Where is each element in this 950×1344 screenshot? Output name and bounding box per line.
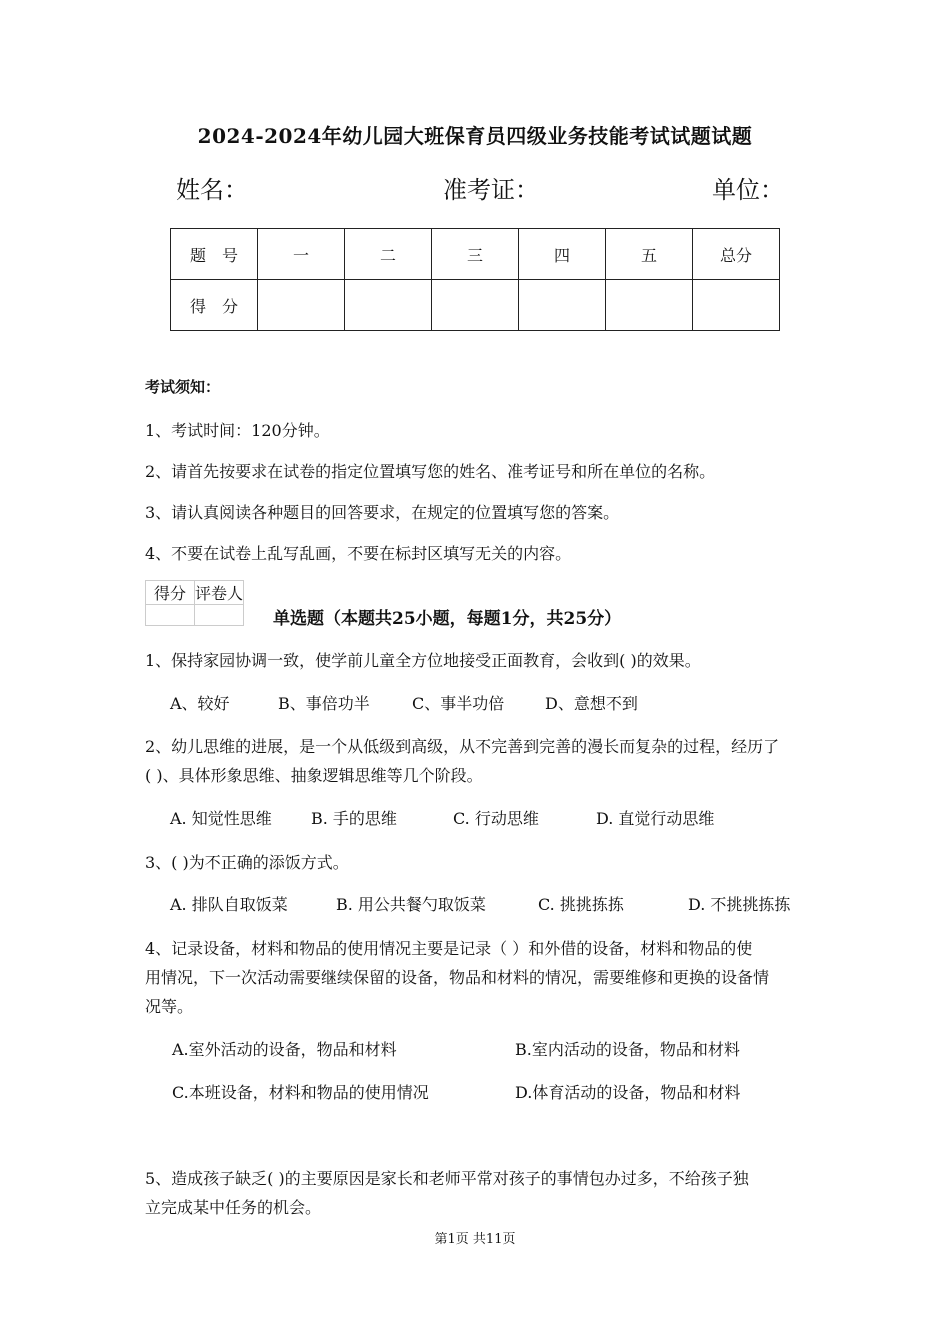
- grader-score-cell[interactable]: [146, 605, 195, 626]
- grader-score-label: 得分: [146, 581, 195, 605]
- q1-option-a[interactable]: A、较好: [170, 694, 230, 713]
- question-3: 3、( )为不正确的添饭方式。: [145, 853, 349, 872]
- q3-option-c[interactable]: C. 挑挑拣拣: [538, 895, 624, 914]
- question-2-line-2: ( )、具体形象思维、抽象逻辑思维等几个阶段。: [145, 766, 483, 785]
- page-title: 2024-2024年幼儿园大班保育员四级业务技能考试试题试题: [197, 124, 753, 148]
- score-cell[interactable]: [693, 280, 780, 331]
- exam-id-field-label: 准考证：: [443, 176, 539, 204]
- notice-item: 1、考试时间：120分钟。: [145, 421, 330, 440]
- question-5-line-1: 5、造成孩子缺乏( )的主要原因是家长和老师平常对孩子的事情包办过多，不给孩子独: [145, 1169, 749, 1188]
- grader-box: [145, 580, 244, 626]
- section-title: 单选题（本题共25小题，每题1分，共25分）: [273, 609, 622, 629]
- q4-option-a[interactable]: A.室外活动的设备，物品和材料: [172, 1040, 397, 1059]
- score-table-header-row: [171, 229, 780, 280]
- score-row-label: 得 分: [171, 280, 258, 331]
- score-cell[interactable]: [606, 280, 693, 331]
- q3-option-a[interactable]: A. 排队自取饭菜: [170, 895, 288, 914]
- q1-option-b[interactable]: B、事倍功半: [278, 694, 370, 713]
- score-table-header-cell: 题 号: [171, 229, 258, 280]
- grader-reviewer-label: 评卷人: [195, 581, 244, 605]
- notice-item: 4、不要在试卷上乱写乱画，不要在标封区填写无关的内容。: [145, 544, 572, 563]
- notice-item: 3、请认真阅读各种题目的回答要求，在规定的位置填写您的答案。: [145, 503, 620, 522]
- question-4-line-1: 4、记录设备，材料和物品的使用情况主要是记录（ ）和外借的设备，材料和物品的使: [145, 939, 753, 958]
- name-field-label: 姓名：: [176, 176, 248, 204]
- q1-option-d[interactable]: D、意想不到: [545, 694, 638, 713]
- q2-option-d[interactable]: D. 直觉行动思维: [596, 809, 715, 828]
- score-table-header-cell: 二: [345, 229, 432, 280]
- question-4-line-2: 用情况，下一次活动需要继续保留的设备，物品和材料的情况，需要维修和更换的设备情: [145, 968, 770, 987]
- score-cell[interactable]: [258, 280, 345, 331]
- notice-heading: 考试须知：: [145, 378, 221, 396]
- score-table-score-row: [171, 280, 780, 331]
- question-1: 1、保持家园协调一致，使学前儿童全方位地接受正面教育，会收到( )的效果。: [145, 651, 701, 670]
- question-4-line-3: 况等。: [145, 997, 194, 1016]
- grader-reviewer-cell[interactable]: [195, 605, 244, 626]
- q3-option-b[interactable]: B. 用公共餐勺取饭菜: [336, 895, 486, 914]
- score-cell[interactable]: [432, 280, 519, 331]
- question-2-line-1: 2、幼儿思维的进展，是一个从低级到高级，从不完善到完善的漫长而复杂的过程，经历了: [145, 737, 780, 756]
- q4-option-d[interactable]: D.体育活动的设备，物品和材料: [515, 1083, 741, 1102]
- notice-item: 2、请首先按要求在试卷的指定位置填写您的姓名、准考证号和所在单位的名称。: [145, 462, 716, 481]
- score-table-header-cell: 三: [432, 229, 519, 280]
- page-footer: 第1页 共11页: [434, 1232, 516, 1247]
- score-table-header-cell: 一: [258, 229, 345, 280]
- q4-option-b[interactable]: B.室内活动的设备，物品和材料: [515, 1040, 740, 1059]
- unit-field-label: 单位：: [712, 176, 784, 204]
- q3-option-d[interactable]: D. 不挑挑拣拣: [688, 895, 791, 914]
- score-cell[interactable]: [519, 280, 606, 331]
- q2-option-b[interactable]: B. 手的思维: [311, 809, 397, 828]
- score-table-header-cell: 五: [606, 229, 693, 280]
- question-5-line-2: 立完成某中任务的机会。: [145, 1198, 322, 1217]
- q4-option-c[interactable]: C.本班设备，材料和物品的使用情况: [172, 1083, 429, 1102]
- score-table: [170, 228, 780, 331]
- score-table-header-cell: 总分: [693, 229, 780, 280]
- score-table-header-cell: 四: [519, 229, 606, 280]
- q2-option-a[interactable]: A. 知觉性思维: [170, 809, 272, 828]
- q1-option-c[interactable]: C、事半功倍: [412, 694, 505, 713]
- score-cell[interactable]: [345, 280, 432, 331]
- q2-option-c[interactable]: C. 行动思维: [453, 809, 539, 828]
